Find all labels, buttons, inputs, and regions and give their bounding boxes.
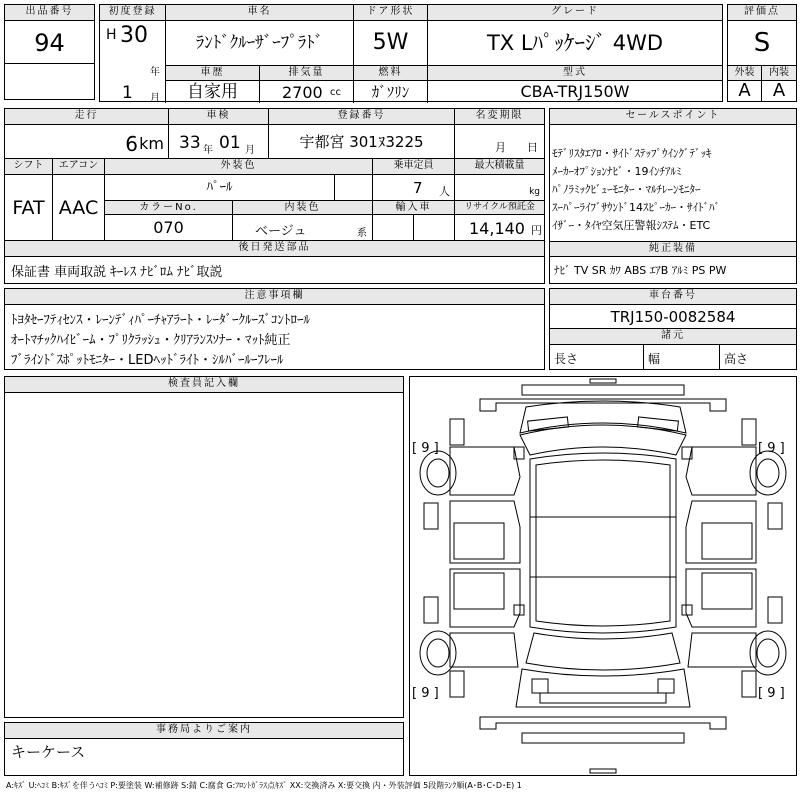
load-unit: kg xyxy=(529,187,540,197)
fuel-label: 燃料 xyxy=(354,65,428,81)
spec-height-label: 高さ xyxy=(724,352,749,366)
shift: FAT xyxy=(5,175,53,241)
mileage-cell xyxy=(5,125,169,159)
inspector-label: 検査員記入欄 xyxy=(5,377,403,393)
rear-window xyxy=(526,633,680,670)
spec-length-label: 長さ xyxy=(554,352,579,366)
grade: TX Lﾊﾟｯｹｰｼﾞ 4WD xyxy=(486,31,664,55)
inspection-year: 33 xyxy=(179,133,201,153)
note-line: ﾌﾞﾗｲﾝﾄﾞｽﾎﾟｯﾄﾓﾆﾀｰ・LEDﾍｯﾄﾞﾗｲﾄ・ｼﾙﾊﾞｰﾙｰﾌﾚｰﾙ xyxy=(11,353,284,368)
inspection-label: 車検 xyxy=(169,109,269,125)
history-label: 車歴 xyxy=(166,65,260,81)
notes-box xyxy=(4,288,545,370)
inspector-box xyxy=(4,376,404,718)
recycle-fee: 14,140 xyxy=(469,219,525,238)
interior-color-unit: 系 xyxy=(357,228,367,239)
month-unit: 月 xyxy=(150,93,160,104)
equipment: ﾅﾋﾞ TV SR ｶﾜ ABS ｴｱB ｱﾙﾐ PS PW xyxy=(554,264,727,277)
office-label: 事務局よりご案内 xyxy=(5,723,403,739)
left-rear-fender xyxy=(450,633,518,667)
era: H xyxy=(106,27,117,43)
notes-label: 注意事項欄 xyxy=(5,289,544,305)
recycle-label: リサイクル預託金 xyxy=(455,201,544,215)
car-diagram xyxy=(410,377,796,775)
chassis-box xyxy=(549,288,797,370)
left-front-door xyxy=(450,501,520,563)
specs-label: 諸元 xyxy=(550,329,796,345)
color-no-label: カラーNo. xyxy=(105,201,233,215)
interior-color: ベージュ xyxy=(255,224,307,239)
model-code: CBA-TRJ150W xyxy=(520,82,630,101)
note-line: ﾄﾖﾀｾｰﾌﾃｨｾﾝｽ・ﾚｰﾝﾃﾞｨﾊﾟｰﾁｬｱﾗｰﾄ・ﾚｰﾀﾞｰｸﾙｰｽﾞｺﾝﾄﾛｰﾙ xyxy=(11,313,311,328)
car-name-label: 車名 xyxy=(166,5,354,21)
wheel-rl xyxy=(420,631,456,675)
sales-points-box xyxy=(549,108,797,284)
exterior-color: ﾊﾟｰﾙ xyxy=(105,175,335,201)
shift-label: シフト xyxy=(5,159,53,175)
chassis-number: TRJ150-0082584 xyxy=(550,305,796,329)
name-change-day-unit: 日 xyxy=(527,141,538,154)
spec-width xyxy=(644,345,720,369)
history: 自家用 xyxy=(166,81,260,103)
wheel-fr xyxy=(750,451,786,495)
hood-strip xyxy=(522,385,684,395)
color-number: 070 xyxy=(105,215,233,241)
details-box xyxy=(4,108,545,284)
int-color-cell xyxy=(233,215,373,241)
capacity-label: 乗車定員 xyxy=(373,159,455,175)
import-cell xyxy=(373,215,455,241)
lot-number: 94 xyxy=(34,29,65,57)
rear-bumper xyxy=(480,717,726,729)
right-front-fender xyxy=(686,447,756,495)
plate-label: 登録番号 xyxy=(269,109,455,125)
mileage-unit: km xyxy=(139,134,164,153)
overall-score: S xyxy=(753,28,771,58)
sales-point-line: ｽｰﾊﾟｰﾗｲﾌﾞｻｳﾝﾄﾞ14ｽﾋﾟｰｶｰ・ｻｲﾄﾞﾊﾞ xyxy=(552,201,720,214)
displacement-unit: cc xyxy=(330,87,341,98)
name-change-month-unit: 月 xyxy=(495,141,506,154)
right-rear-fender xyxy=(688,633,756,667)
legend-footer: A:ｷｽﾞ U:ﾍｺﾐ B:ｷｽﾞを伴うﾍｺﾐ P:要塗装 W:補修跡 S:錆 C:腐食 G:ﾌﾛﾝﾄｶﾞﾗｽ点ｷｽﾞ XX:交換済み X:要交換 内・外装評価 5段階ﾗﾝｸ順(A･B･C･D･E) 1 xyxy=(6,781,522,790)
hood xyxy=(520,401,686,433)
interior-grade: A xyxy=(772,81,786,101)
displacement-cell xyxy=(260,81,354,103)
capacity-cell xyxy=(373,175,455,201)
tire-tread-rl: [ 9 ] xyxy=(412,686,439,701)
left-rear-door xyxy=(450,569,520,627)
lot-label: 出品番号 xyxy=(5,5,94,21)
chassis-label: 車台番号 xyxy=(550,289,796,305)
inspection-month: 01 xyxy=(219,133,241,153)
first-reg-month: 1 xyxy=(122,83,133,103)
tire-tread-fl: [ 9 ] xyxy=(412,441,439,456)
score-box xyxy=(727,4,797,102)
name-change-cell xyxy=(455,125,544,159)
inspection-year-unit: 年 xyxy=(203,145,213,156)
first-reg-year: 30 xyxy=(120,23,148,48)
later-parts-label: 後日発送部品 xyxy=(5,241,544,257)
ac-label: エアコン xyxy=(53,159,105,175)
roof xyxy=(530,453,676,633)
exterior-grade: A xyxy=(728,81,762,101)
model-label: 型式 xyxy=(428,65,722,81)
aircon: AAC xyxy=(53,175,105,241)
left-front-fender xyxy=(450,447,520,495)
car-diagram-box xyxy=(409,376,797,776)
import-label: 輸入車 xyxy=(373,201,455,215)
right-rear-door xyxy=(686,569,756,627)
ext-color-label: 外装色 xyxy=(105,159,373,175)
recycle-unit: 円 xyxy=(531,224,542,237)
first-reg-label: 初度登録 xyxy=(100,5,166,21)
capacity-unit: 人 xyxy=(439,185,450,198)
spec-height xyxy=(720,345,796,369)
score-label: 評価点 xyxy=(728,5,796,21)
recycle-cell xyxy=(455,215,544,241)
int-color-label: 内装色 xyxy=(233,201,373,215)
name-change-label: 名変期限 xyxy=(455,109,544,125)
fuel: ｶﾞｿﾘﾝ xyxy=(354,81,428,103)
load-cell xyxy=(455,175,544,201)
door-type: 5W xyxy=(354,21,428,65)
sales-points-label: セールスポイント xyxy=(550,109,796,125)
grade-label: グレード xyxy=(428,5,722,21)
car-name: ﾗﾝﾄﾞｸﾙｰｻﾞｰﾌﾟﾗﾄﾞ xyxy=(166,21,354,65)
door-label: ドア形状 xyxy=(354,5,428,21)
wheel-rr xyxy=(750,631,786,675)
wheel-fl xyxy=(420,451,456,495)
plate-number: 宇都宮 301ﾇ3225 xyxy=(269,125,455,159)
right-front-door xyxy=(686,501,756,563)
exterior-label: 外装 xyxy=(728,65,762,81)
office-box xyxy=(4,722,404,776)
mileage-label: 走行 xyxy=(5,109,169,125)
sales-point-line: ﾒｰｶｰｵﾌﾟｼｮﾝﾅﾋﾞ・19ｲﾝﾁｱﾙﾐ xyxy=(552,165,682,178)
spec-width-label: 幅 xyxy=(648,352,661,366)
inspection-month-unit: 月 xyxy=(245,145,255,156)
spec-length xyxy=(550,345,644,369)
sales-point-line: ﾓﾃﾞﾘｽﾀｴｱﾛ・ｻｲﾄﾞｽﾃｯﾌﾟｳｲﾝｸﾞﾃﾞｯｷ xyxy=(552,147,712,160)
inspection-cell xyxy=(169,125,269,159)
lot-box xyxy=(4,4,95,100)
office-note: キーケース xyxy=(11,743,86,761)
later-parts: 保証書 車両取説 ｷｰﾚｽ ﾅﾋﾞﾛﾑ ﾅﾋﾞ取説 xyxy=(11,265,223,280)
equipment-label: 純正装備 xyxy=(550,241,796,257)
tire-tread-fr: [ 9 ] xyxy=(758,441,785,456)
interior-label: 内装 xyxy=(762,65,796,81)
tailgate xyxy=(516,669,690,707)
ext-color-blank xyxy=(335,175,373,201)
sales-point-line: ﾊﾟﾉﾗﾐｯｸﾋﾞｭｰﾓﾆﾀｰ・ﾏﾙﾁﾚｰﾝﾓﾆﾀｰ xyxy=(552,183,701,196)
note-line: ｵｰﾄﾏﾁｯｸﾊｲﾋﾞｰﾑ・ﾌﾟﾘｸﾗｯｼｭ・ｸﾘｱﾗﾝｽｿﾅｰ・ﾏｯﾄ純正 xyxy=(11,333,291,348)
tire-tread-rr: [ 9 ] xyxy=(758,686,785,701)
displacement-label: 排気量 xyxy=(260,65,354,81)
vehicle-header xyxy=(99,4,723,102)
displacement: 2700 xyxy=(282,83,323,102)
mileage: 6 xyxy=(125,132,138,156)
year-unit: 年 xyxy=(150,67,160,78)
lot-blank xyxy=(5,63,94,99)
load-label: 最大積載量 xyxy=(455,159,544,175)
sales-point-line: ｲｻﾞｰ・ﾀｲﾔ空気圧警報ｼｽﾃﾑ・ETC xyxy=(552,219,711,232)
capacity: 7 xyxy=(413,179,423,197)
